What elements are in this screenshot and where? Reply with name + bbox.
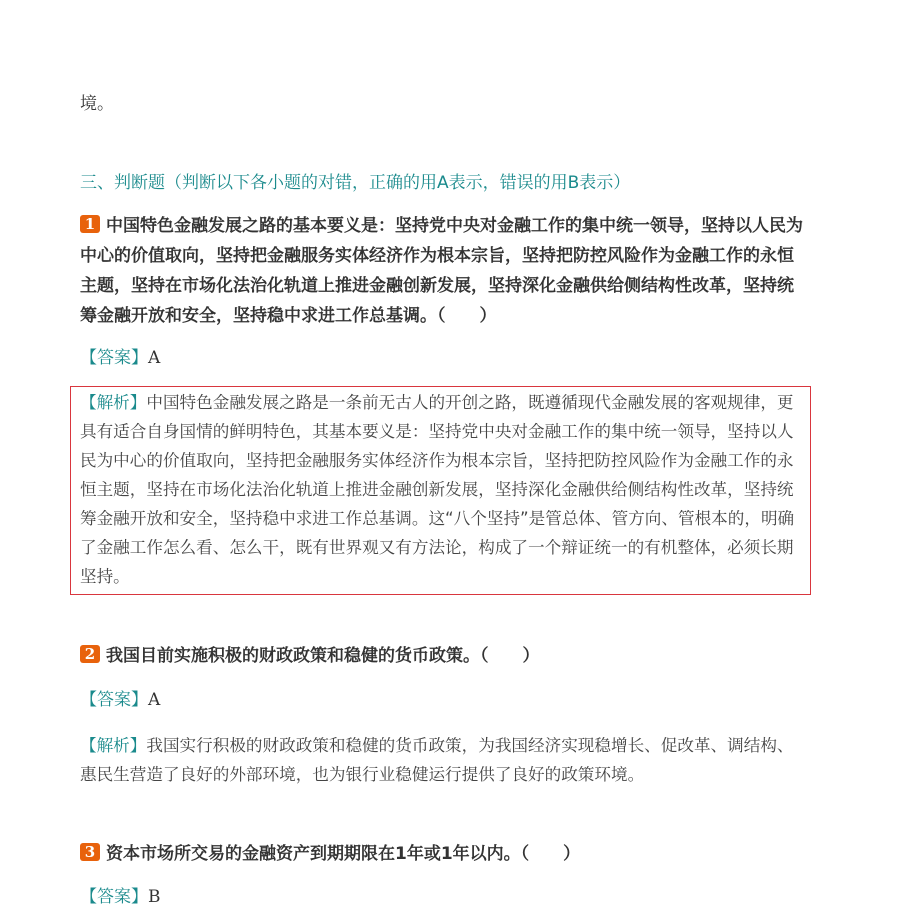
answer-1: [80, 345, 160, 371]
answer-value: A: [148, 348, 161, 368]
answer-value: B: [148, 887, 161, 907]
question-2: [80, 641, 808, 671]
answer-2: [80, 687, 160, 713]
analysis-text: 我国实行积极的财政政策和稳健的货币政策，为我国经济实现稳增长、促改革、调结构、惠民生营造了良好的外部环境，也为银行业稳健运行提供了良好的政策环境。: [80, 736, 794, 784]
continued-text: 境。: [80, 94, 114, 114]
question-text: 资本市场所交易的金融资产到期期限在1年或1年以内。（ ）: [106, 844, 581, 864]
question-text: 中国特色金融发展之路的基本要义是：坚持党中央对金融工作的集中统一领导，坚持以人民为中心的价值取向，坚持把金融服务实体经济作为根本宗旨，坚持把防控风险作为金融工作的永恒主题，坚持在市场化法治化轨道上推进金融创新发展，坚持深化金融供给侧结构性改革，坚持统筹金融开放和安全，坚持稳中求进工作总基调。（ ）: [80, 216, 803, 326]
question-3: [80, 839, 808, 869]
answer-3: [80, 884, 161, 910]
question-1: [80, 211, 808, 331]
analysis-label: 【解析】: [80, 393, 147, 412]
question-text: 我国目前实施积极的财政政策和稳健的货币政策。（ ）: [106, 646, 540, 666]
answer-value: A: [148, 690, 161, 710]
analysis-2: [80, 731, 808, 789]
answer-label: 【答案】: [80, 348, 148, 368]
analysis-label: 【解析】: [80, 736, 147, 755]
question-number-badge: 3: [80, 843, 100, 861]
section-title: 三、判断题（判断以下各小题的对错，正确的用A表示，错误的用B表示）: [80, 173, 631, 193]
question-number-badge: 2: [80, 645, 100, 663]
analysis-text: 中国特色金融发展之路是一条前无古人的开创之路，既遵循现代金融发展的客观规律，更具有适合自身国情的鲜明特色，其基本要义是：坚持党中央对金融工作的集中统一领导，坚持以人民为中心的价值取向，坚持把金融服务实体经济作为根本宗旨，坚持把防控风险作为金融工作的永恒主题，坚持在市场化法治化轨道上推进金融创新发展，坚持深化金融供给侧结构性改革，坚持统筹金融开放和安全，坚持稳中求进工作总基调。这“八个坚持”是管总体、管方向、管根本的，明确了金融工作怎么看、怎么干，既有世界观又有方法论，构成了一个辩证统一的有机整体，必须长期坚持。: [80, 393, 795, 586]
analysis-1: [80, 388, 808, 591]
question-number-badge: 1: [80, 215, 100, 233]
answer-label: 【答案】: [80, 690, 148, 710]
answer-label: 【答案】: [80, 887, 148, 907]
